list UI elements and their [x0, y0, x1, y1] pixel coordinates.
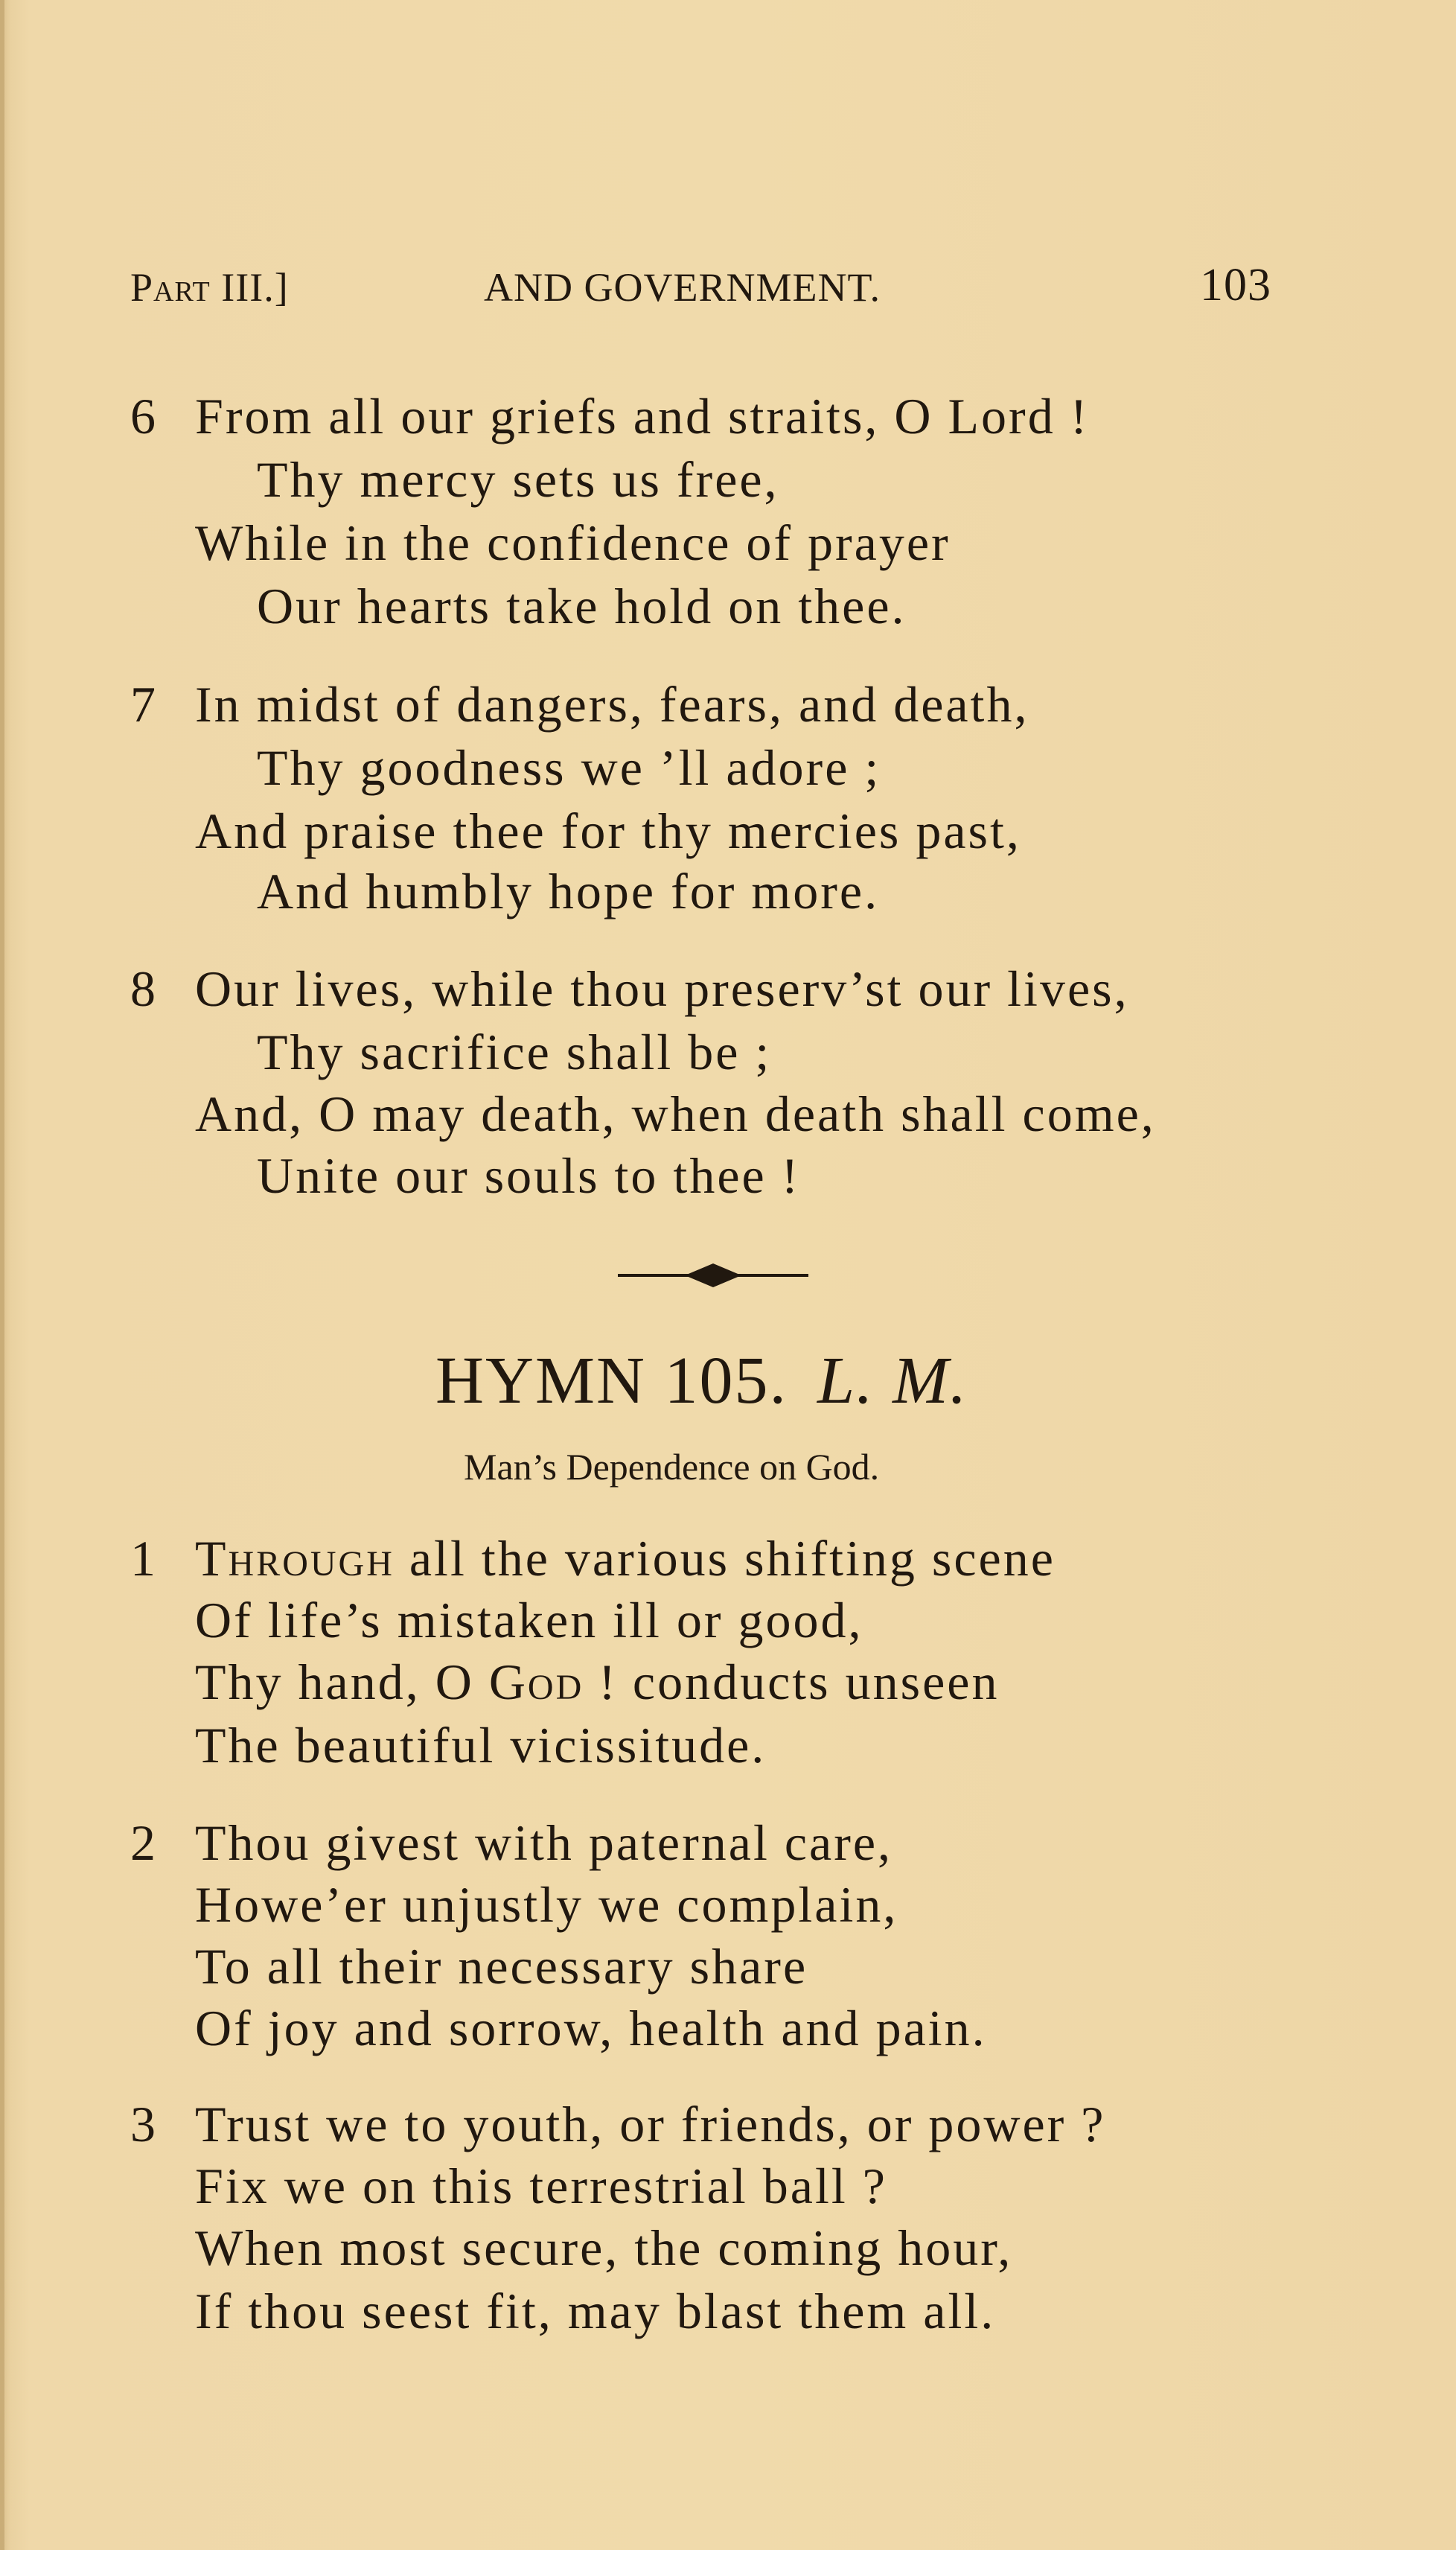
stanza-number: 8	[130, 960, 156, 1017]
verse-line: Thy goodness we ’ll adore ;	[257, 739, 881, 796]
hymn-title	[435, 1344, 968, 1418]
verse-text: ! conducts unseen	[584, 1654, 1000, 1710]
verse-line: Howe’er unjustly we complain,	[195, 1876, 898, 1933]
verse-line: In midst of dangers, fears, and death,	[195, 676, 1029, 733]
verse-line: Thy mercy sets us free,	[257, 451, 779, 508]
verse-line: If thou seest fit, may blast them all.	[195, 2283, 996, 2339]
verse-line: Of life’s mistaken ill or good,	[195, 1592, 863, 1648]
verse-line: Of joy and sorrow, health and pain.	[195, 2000, 987, 2056]
verse-line: From all our griefs and straits, O Lord !	[195, 388, 1090, 444]
verse-text: all the various shifting scene	[394, 1530, 1056, 1587]
verse-line: Unite our souls to thee !	[257, 1147, 801, 1204]
small-caps-word: God	[488, 1654, 584, 1710]
verse-line: To all their necessary share	[195, 1938, 808, 1995]
stanza-number: 1	[130, 1530, 156, 1587]
stanza-number: 2	[130, 1814, 156, 1871]
verse-line: Our hearts take hold on thee.	[257, 578, 907, 634]
verse-line: When most secure, the coming hour,	[195, 2219, 1013, 2276]
page-edge	[0, 0, 4, 2550]
verse-line: Our lives, while thou preserv’st our lives,	[195, 960, 1129, 1017]
stanza-number: 7	[130, 676, 156, 733]
verse-line: Trust we to youth, or friends, or power ?	[195, 2096, 1106, 2152]
stanza-number: 6	[130, 388, 156, 444]
verse-line: The beautiful vicissitude.	[195, 1717, 767, 1773]
verse-line	[195, 1654, 1000, 1710]
verse-line: And humbly hope for more.	[257, 863, 880, 919]
ornament-divider-icon	[618, 1262, 808, 1289]
hymn-meter: L. M.	[817, 1344, 968, 1418]
verse-line: And, O may death, when death shall come,	[195, 1086, 1156, 1142]
verse-line: While in the confidence of prayer	[195, 514, 951, 571]
page-number: 103	[1200, 260, 1271, 310]
header-title: AND GOVERNMENT.	[484, 265, 881, 310]
verse-line: Thou givest with paternal care,	[195, 1814, 893, 1871]
verse-line: Thy sacrifice shall be ;	[257, 1024, 772, 1080]
verse-line: And praise thee for thy mercies past,	[195, 803, 1021, 859]
header-part: Part III.]	[130, 265, 289, 310]
verse-line: Fix we on this terrestrial ball ?	[195, 2158, 887, 2214]
small-caps-word: Through	[195, 1530, 395, 1587]
verse-text: Thy hand, O	[195, 1654, 489, 1710]
stanza-number: 3	[130, 2096, 156, 2152]
verse-line	[195, 1530, 1056, 1587]
hymn-subtitle: Man’s Dependence on God.	[464, 1446, 880, 1488]
hymn-number: HYMN 105.	[435, 1344, 788, 1418]
